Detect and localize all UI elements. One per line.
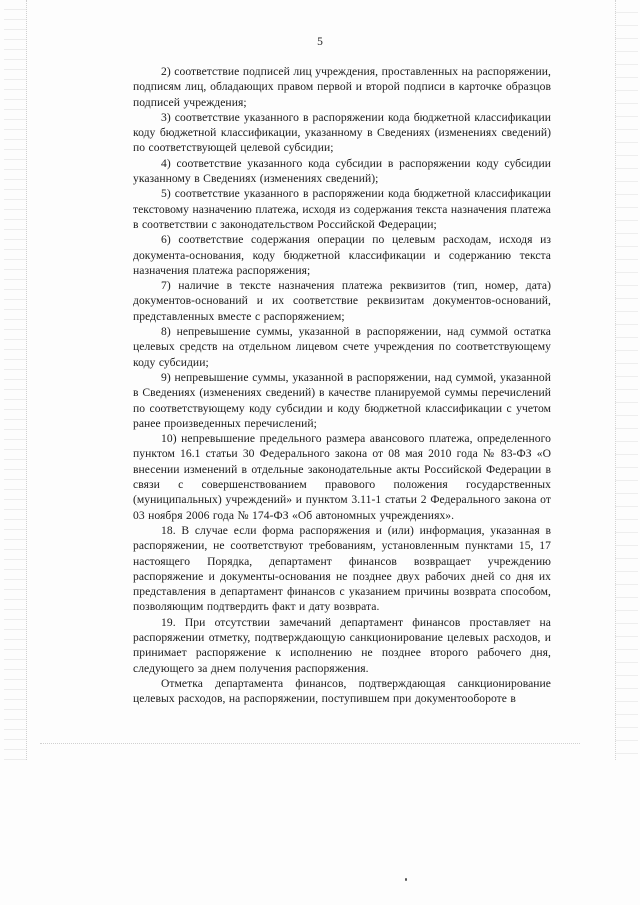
- document-body: [133, 64, 551, 706]
- scan-edge-bottom: [40, 743, 580, 746]
- scan-edge-left: [4, 0, 27, 760]
- paragraph-mark-note: Отметка департамента финансов, подтверждающая санкционирование целевых расходов, на распоряжении, поступившем при документообороте в: [133, 676, 551, 706]
- paragraph-item-7: 7) наличие в тексте назначения платежа реквизитов (тип, номер, дата) документов-оснований и их соответствие реквизитам документов-оснований, представленных вместе с распоряжением;: [133, 279, 551, 323]
- paragraph-item-8: 8) непревышение суммы, указанной в распоряжении, над суммой остатка целевых средств на отдельном лицевом счете учреждения по соответствующему коду субсидии;: [133, 325, 551, 369]
- paragraph-item-4: 4) соответствие указанного кода субсидии в распоряжении коду субсидии указанному в Сведениях (изменениях сведений);: [133, 156, 551, 186]
- paragraph-section-19: 19. При отсутствии замечаний департамент финансов проставляет на распоряжении отметку, подтверждающую санкционирование целевых расходов, и принимает распоряжение к исполнению не позднее второго рабочего дня, следующего за днем получения распоряжения.: [133, 615, 551, 675]
- paragraph-item-2: 2) соответствие подписей лиц учреждения, проставленных на распоряжении, подписям лиц, обладающих правом первой и второй подписи в карточке образцов подписей учреждения;: [133, 65, 551, 109]
- page-number: 5: [317, 36, 323, 48]
- paragraph-section-18: 18. В случае если форма распоряжения и (или) информация, указанная в распоряжении, не соответствуют требованиям, установленным пунктами 15, 17 настоящего Порядка, департамент финансов возвращает учреждению распоряжение и документы-основания не позднее двух рабочих дней со дня их представления в департамент финансов с указанием причины возврата способом, позволяющим подтвердить факт и дату возврата.: [133, 523, 551, 614]
- paragraph-item-10: 10) непревышение предельного размера авансового платежа, определенного пунктом 16.1 статьи 30 Федерального закона от 08 мая 2010 года № 83-ФЗ «О внесении изменений в отдельные законодательные акты Российской Федерации в связи с совершенствованием правового положения государственных (муниципальных) учреждений» и пунктом 3.11-1 статьи 2 Федерального закона от 03 ноября 2006 года № 174-ФЗ «Об автономных учреждениях».: [133, 432, 551, 522]
- scan-edge-right: [615, 0, 638, 760]
- paragraph-item-6: 6) соответствие содержания операции по целевым расходам, исходя из документа-основания, коду бюджетной классификации и содержанию текста назначения платежа распоряжения;: [133, 233, 551, 277]
- paragraph-item-3: 3) соответствие указанного в распоряжении кода бюджетной классификации коду бюджетной классификации, указанному в Сведениях (изменениях сведений) по соответствующей целевой субсидии;: [133, 110, 551, 155]
- scan-speck: [405, 878, 407, 881]
- paragraph-item-5: 5) соответствие указанного в распоряжении кода бюджетной классификации текстовому назначению платежа, исходя из содержания текста назначения платежа в соответствии с законодательством Российской Федерации;: [133, 187, 551, 231]
- paragraph-item-9: 9) непревышение суммы, указанной в распоряжении, над суммой, указанной в Сведениях (изменениях сведений) в качестве планируемой суммы перечислений по соответствующему коду субсидии и коду бюджетной классификации с учетом ранее произведенных перечислений;: [133, 370, 551, 430]
